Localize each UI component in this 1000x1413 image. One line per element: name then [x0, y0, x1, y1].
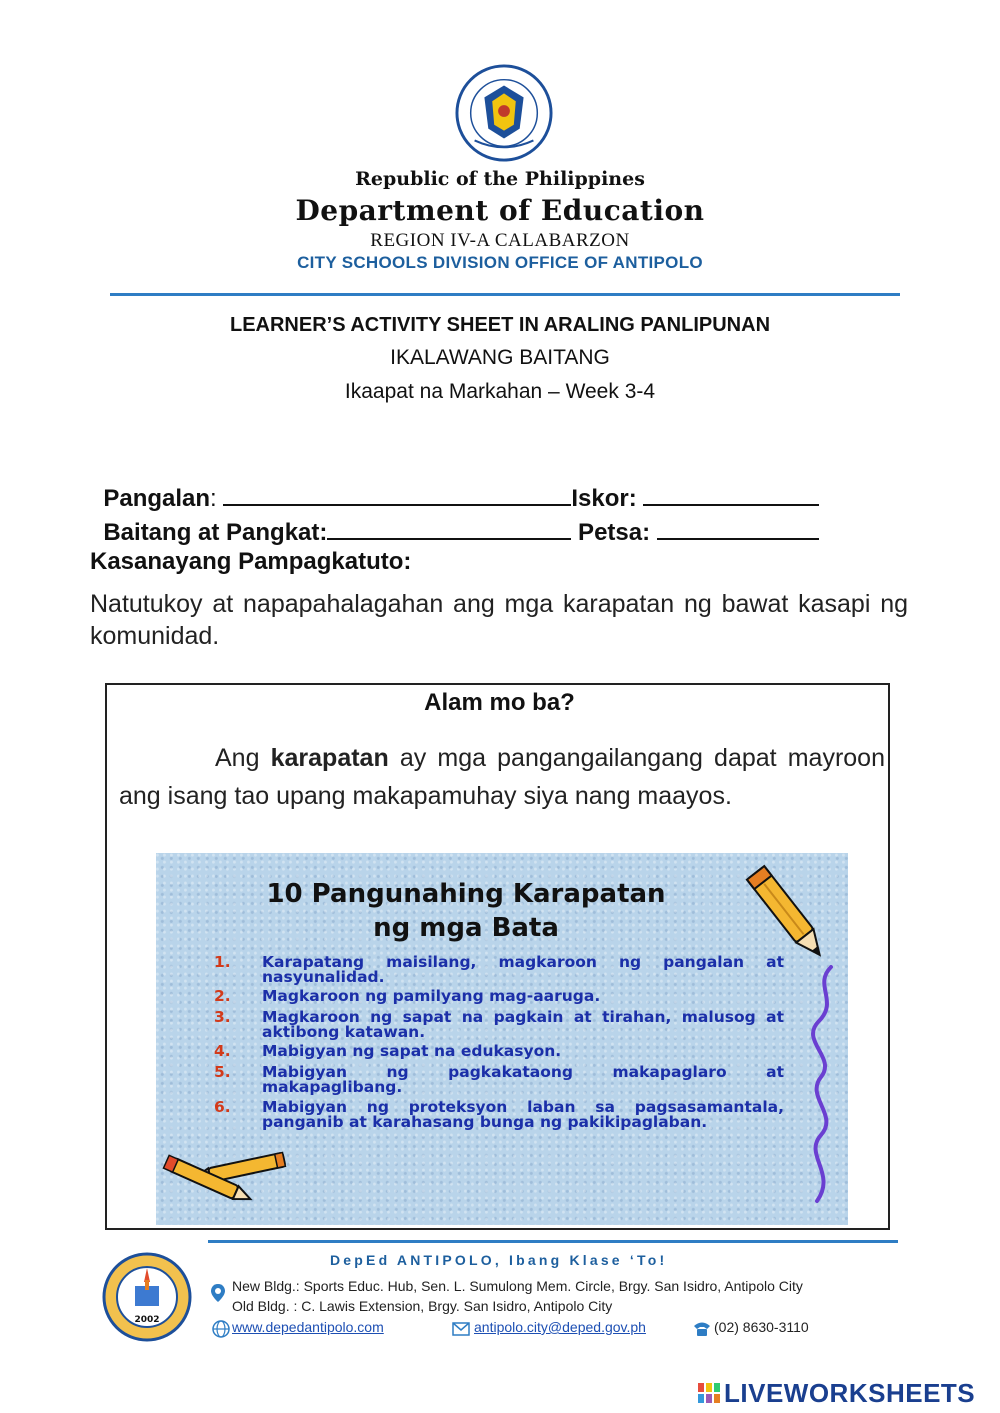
location-pin-icon [210, 1283, 226, 1308]
rights-image-panel [156, 853, 848, 1225]
rights-list-item [214, 1065, 784, 1095]
rights-list-item [214, 1100, 784, 1145]
score-label: Iskor: [571, 485, 644, 512]
rights-title-line1: 10 Pangunahing Karapatan [266, 879, 666, 909]
liveworksheets-logo-icon [698, 1383, 720, 1403]
region-heading: REGION IV-A CALABARZON [370, 230, 630, 251]
rights-list-item [214, 1010, 784, 1040]
footer-divider [208, 1240, 898, 1243]
grade-date-row [90, 490, 819, 547]
department-heading: Department of Education [295, 194, 705, 227]
pencil-icon [744, 855, 834, 973]
email-link[interactable]: antipolo.city@deped.gov.ph [474, 1319, 646, 1335]
phone-icon [692, 1321, 712, 1342]
mail-icon [452, 1322, 470, 1341]
para-lead: Ang [215, 744, 271, 772]
quarter-week: Ikaapat na Markahan – Week 3-4 [344, 380, 656, 403]
squiggle-decoration-icon [811, 965, 841, 1205]
item-number: 6. [214, 1098, 231, 1116]
item-number: 1. [214, 953, 231, 971]
item-number: 3. [214, 1008, 231, 1026]
item-text: Mabigyan ng sapat na edukasyon. [262, 1042, 562, 1060]
grade-level: IKALAWANG BAITANG [390, 346, 610, 369]
date-label: Petsa: [571, 519, 657, 546]
para-rest: ay mga pangangailangang dapat mayroon ang isang tao upang makapamuhay siya nang maayos. [119, 744, 885, 810]
item-text: Mabigyan ng proteksyon laban sa pagsasamantala, panganib at karahasang bunga ng pakikipaglaban. [262, 1098, 784, 1131]
item-text: Karapatang maisilang, magkaroon ng pangalan at nasyunalidad. [262, 953, 784, 986]
globe-icon [212, 1320, 230, 1343]
para-keyword: karapatan [270, 744, 389, 772]
rights-list-item [214, 989, 784, 1005]
grade-section-label: Baitang at Pangkat: [103, 519, 328, 546]
old-building-address: Old Bldg. : C. Lawis Extension, Brgy. San Isidro, Antipolo City [232, 1298, 613, 1314]
rights-list-item [214, 955, 784, 985]
grade-section-input[interactable] [327, 518, 571, 540]
info-box-title: Alam mo ba? [424, 689, 575, 716]
name-colon: : [210, 485, 224, 512]
seal-year: 2002 [134, 1315, 160, 1325]
liveworksheets-brand: LIVEWORKSHEETS [724, 1378, 976, 1408]
item-number: 5. [214, 1063, 231, 1081]
date-input[interactable] [657, 518, 819, 540]
footer-tagline: DepEd ANTIPOLO, Ibang Klase ‘To! [330, 1252, 668, 1268]
sheet-title: LEARNER’S ACTIVITY SHEET IN ARALING PANLIPUNAN [229, 314, 771, 336]
republic-heading: Republic of the Philippines [355, 168, 645, 190]
item-text: Magkaroon ng pamilyang mag-aaruga. [262, 987, 601, 1005]
info-box-paragraph [119, 739, 885, 815]
name-label: Pangalan [103, 485, 211, 512]
header-divider [110, 293, 900, 296]
item-number: 2. [214, 987, 231, 1005]
competency-text: Natutukoy at napapahalagahan ang mga karapatan ng bawat kasapi ng komunidad. [90, 590, 908, 650]
rights-list-item [214, 1044, 784, 1060]
phone-number: (02) 8630-3110 [714, 1319, 809, 1335]
crossed-pencils-icon [156, 1149, 296, 1221]
division-heading: CITY SCHOOLS DIVISION OFFICE OF ANTIPOLO [297, 253, 703, 272]
deped-seal-logo [455, 64, 553, 162]
division-seal-logo [102, 1252, 192, 1342]
item-text: Mabigyan ng pagkakataong makapaglaro at makapaglibang. [262, 1063, 784, 1096]
new-building-address: New Bldg.: Sports Educ. Hub, Sen. L. Sumulong Mem. Circle, Brgy. San Isidro, Antipolo City [232, 1278, 803, 1294]
website-link[interactable]: www.depedantipolo.com [232, 1319, 384, 1335]
item-text: Magkaroon ng sapat na pagkain at tirahan, malusog at aktibong katawan. [262, 1008, 784, 1041]
item-number: 4. [214, 1042, 231, 1060]
competency-heading: Kasanayang Pampagkatuto: [90, 548, 412, 575]
rights-title-line2: ng mga Bata [373, 913, 559, 943]
